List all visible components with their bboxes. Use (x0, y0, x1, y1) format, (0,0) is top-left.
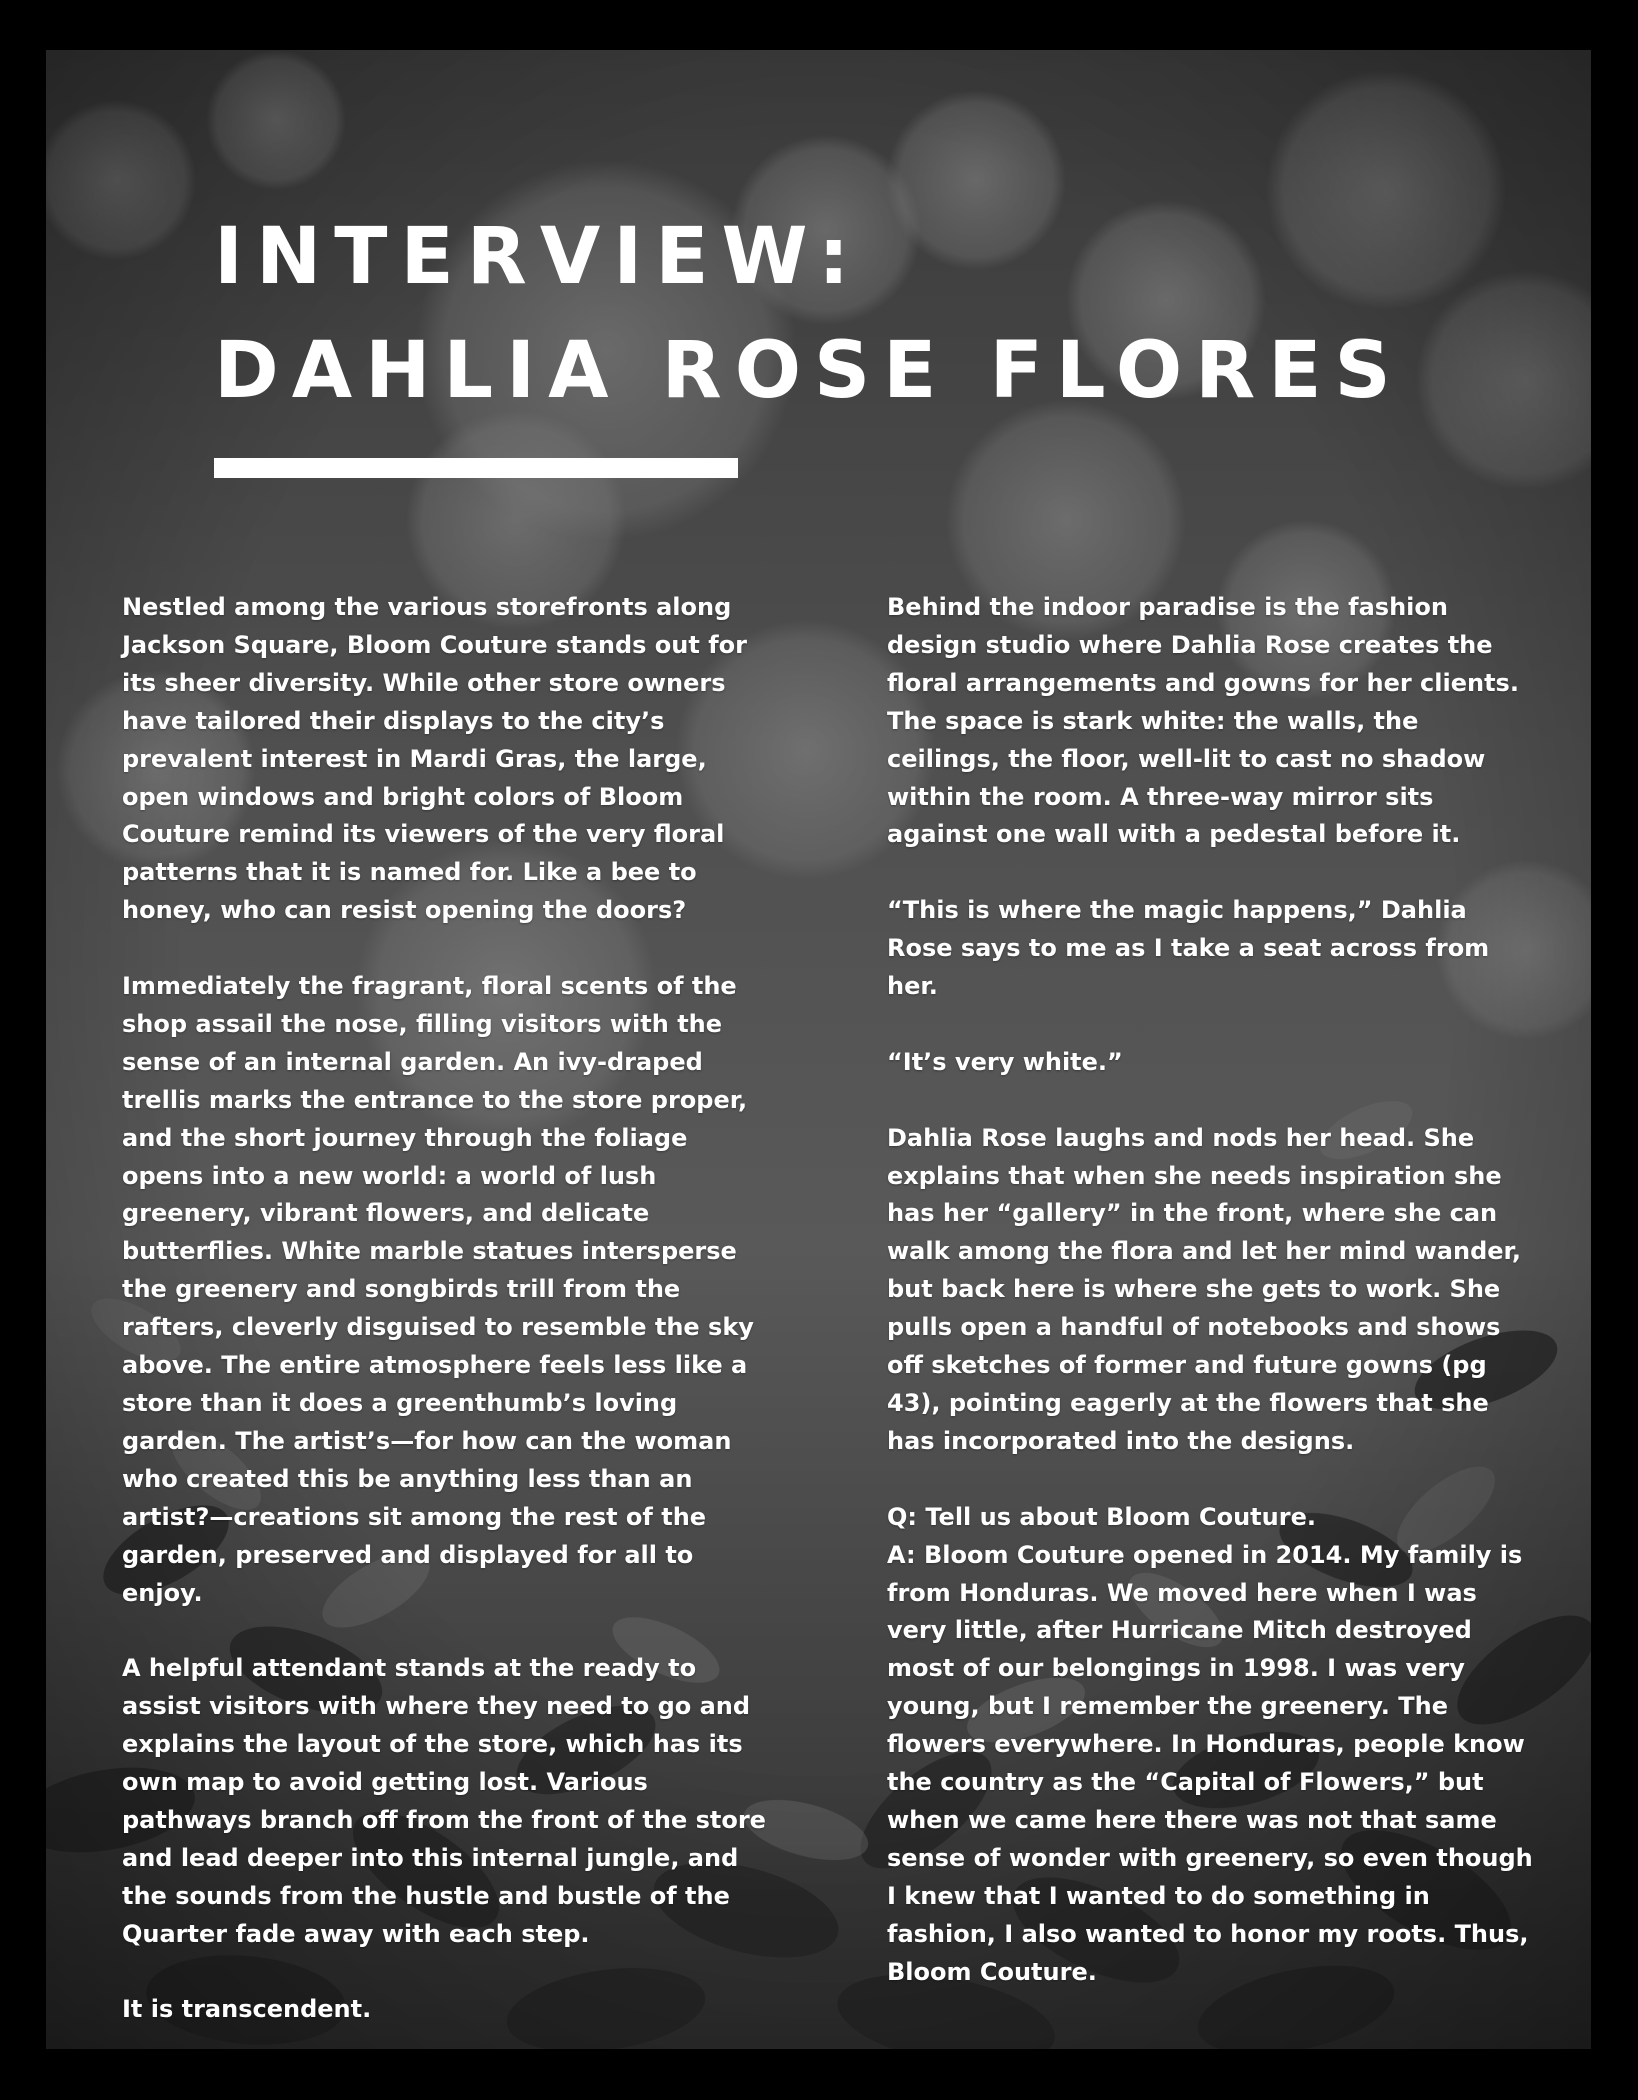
article-panel (46, 50, 1591, 2049)
qa-paragraph: Q: Tell us about Bloom Couture. A: Bloom Couture opened in 2014. My family is from Honduras. We moved here when I was very little, after Hurricane Mitch destroyed most of our belongings in 1998. I was very young, but I remember the greenery. The flowers everywhere. In Honduras, people know the country as the “Capital of Flowers,” but when we came here there was not that same sense of wonder with greenery, so even though I knew that I wanted to do something in fashion, I also wanted to honor my roots. Thus, Bloom Couture. (887, 1502, 1533, 1986)
left-column (122, 589, 772, 2029)
paragraph: Dahlia Rose laughs and nods her head. She explains that when she needs inspiration she has her “gallery” in the front, where she can walk among the flora and let her mind wander, but back here is where she gets to work. She pulls open a handful of notebooks and shows off sketches of former and future gowns (pg 43), pointing eagerly at the flowers that she has incorporated into the designs. (887, 1123, 1521, 1455)
paragraph: “This is where the magic happens,” Dahlia Rose says to me as I take a seat across from her. (887, 896, 1490, 1001)
paragraph: “It’s very white.” (887, 1047, 1123, 1076)
paragraph: It is transcendent. (122, 1995, 372, 2024)
paragraph: Immediately the fragrant, floral scents of the shop assail the nose, filling visitors with the sense of an internal garden. An ivy-draped trellis marks the entrance to the store proper, and the short journey through the foliage opens into a new world: a world of lush greenery, vibrant flowers, and delicate butterflies. White marble statues intersperse the greenery and songbirds trill from the rafters, cleverly disguised to resemble the sky above. The entire atmosphere feels less like a store than it does a greenthumb’s loving garden. The artist’s—for how can the woman who created this be anything less than an artist?—creations sit among the rest of the garden, preserved and displayed for all to enjoy. (122, 972, 754, 1607)
title-divider (214, 458, 738, 478)
paragraph: Nestled among the various storefronts along Jackson Square, Bloom Couture stands out for its sheer diversity. While other store owners have tailored their displays to the city’s prevalent interest in Mardi Gras, the large, open windows and bright colors of Bloom Couture remind its viewers of the very floral patterns that it is named for. Like a bee to honey, who can resist opening the doors? (122, 593, 747, 925)
paragraph: Behind the indoor paradise is the fashion design studio where Dahlia Rose creates the floral arrangements and gowns for her clients. The space is stark white: the walls, the ceilings, the floor, well-lit to cast no shadow within the room. A three-way mirror sits against one wall with a pedestal before it. (887, 593, 1519, 849)
title-line-1: INTERVIEW: (214, 212, 863, 302)
page-title (214, 200, 1404, 428)
right-column (887, 589, 1537, 1991)
title-line-2: DAHLIA ROSE FLORES (214, 326, 1404, 416)
paragraph: A helpful attendant stands at the ready to assist visitors with where they need to go and explains the layout of the store, which has its own map to avoid getting lost. Various pathways branch off from the front of the store and lead deeper into this internal jungle, and the sounds from the hustle and bustle of the Quarter fade away with each step. (122, 1654, 766, 1948)
